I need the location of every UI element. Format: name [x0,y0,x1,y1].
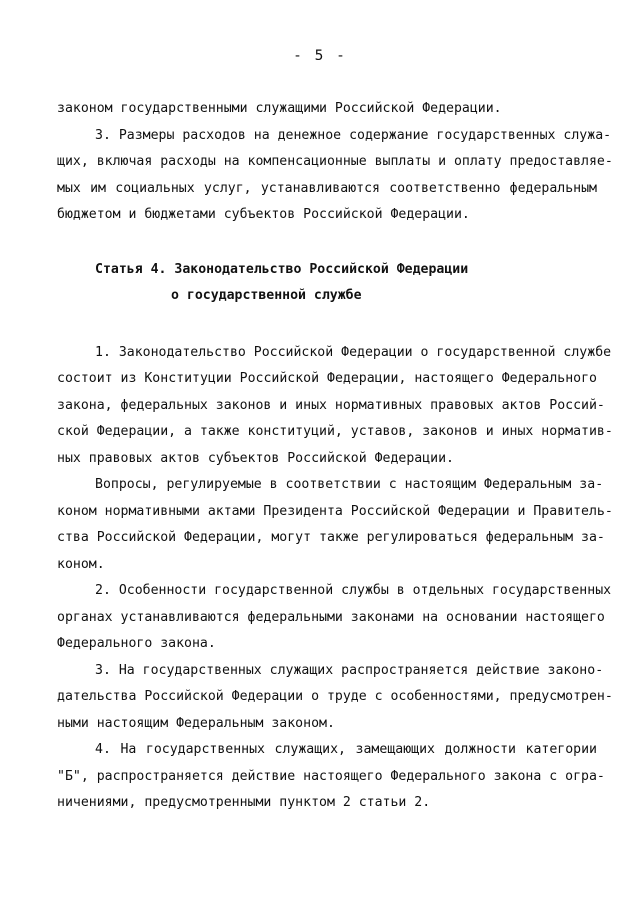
document-body [57,96,613,817]
text-line: мых им социальных услуг, устанавливаются соответственно федеральным [57,180,597,196]
text-line: дательства Российской Федерации о труде с особенностями, предусмотрен- [57,689,613,704]
article-paragraph-4 [57,737,605,817]
text-line: закона, федеральных законов и иных нормативных правовых актов Россий- [57,397,605,413]
text-line: коном. [57,556,105,572]
text-line: ными настоящим Федеральным законом. [57,715,335,731]
article-heading [57,257,597,310]
text-line: ской Федерации, а также конституций, уставов, законов и иных норматив- [57,424,613,439]
article-heading-line-1: Статья 4. Законодательство Российской Федерации [95,261,469,277]
text-line: 3. На государственных служащих распространяется действие законо- [95,662,604,678]
article-heading-line-2: о государственной службе [171,288,362,303]
text-line: бюджетом и бюджетами субъектов Российской Федерации. [57,207,470,222]
text-line: Федерального закона. [57,636,216,651]
page-number: - 5 - [293,48,347,64]
paragraph-item-3 [57,123,613,229]
article-paragraph-questions [57,472,613,578]
text-line: органах устанавливаются федеральными законами на основании настоящего [57,609,605,625]
text-line: ничениями, предусмотренными пунктом 2 статьи 2. [57,795,431,810]
spacer [57,229,597,257]
article-paragraph-2 [57,578,612,658]
article-paragraph-1 [57,340,613,473]
text-line: Вопросы, регулируемые в соответствии с настоящим Федеральным за- [95,477,604,492]
article-paragraph-3 [57,658,613,738]
text-line: ства Российской Федерации, могут также регулироваться федеральным за- [57,530,605,545]
text-line: "Б", распространяется действие настоящего Федерального закона с огра- [57,768,605,784]
text-line: 4. На государственных служащих, замещающих должности категории [95,742,597,757]
text-line: законом государственными служащими Российской Федерации. [57,101,502,116]
text-line: 3. Размеры расходов на денежное содержание государственных служа- [95,127,612,143]
paragraph-continuation [57,96,597,123]
text-line: состоит из Конституции Российской Федерации, настоящего Федерального [57,371,597,386]
text-line: коном нормативными актами Президента Российской Федерации и Правитель- [57,503,613,519]
text-line: 1. Законодательство Российской Федерации о государственной службе [95,344,612,360]
text-line: щих, включая расходы на компенсационные выплаты и оплату предоставляе- [57,154,613,169]
text-line: ных правовых актов субъектов Российской Федерации. [57,450,454,466]
text-line: 2. Особенности государственной службы в отдельных государственных [95,583,612,598]
